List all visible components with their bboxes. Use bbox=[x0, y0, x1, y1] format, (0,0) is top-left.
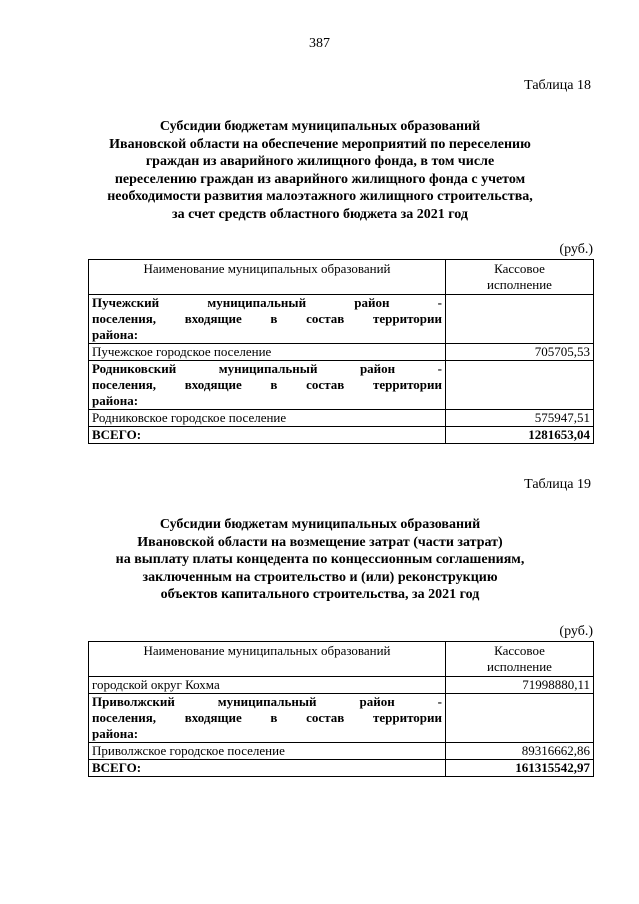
caption-line: заключенным на строительство и (или) реконструкцию bbox=[142, 569, 498, 585]
group-line: поселения, входящие в состав территории bbox=[92, 311, 442, 326]
value-cell bbox=[446, 694, 594, 743]
group-line: района: bbox=[92, 327, 139, 342]
caption-line: Субсидии бюджетам муниципальных образований bbox=[159, 119, 481, 134]
name-cell: Родниковское городское поселение bbox=[89, 410, 446, 427]
table-row bbox=[89, 410, 594, 427]
header-value-line2: исполнение bbox=[487, 659, 552, 674]
group-cell bbox=[89, 295, 446, 344]
caption-line: объектов капитального строительства, за 2021 год bbox=[160, 587, 480, 602]
table-row bbox=[89, 677, 594, 694]
header-value-line1: Кассовое bbox=[494, 643, 545, 658]
value-cell: 705705,53 bbox=[446, 344, 594, 361]
table-row bbox=[89, 361, 594, 410]
value-cell: 575947,51 bbox=[446, 410, 594, 427]
group-cell bbox=[89, 694, 446, 743]
table-18-unit: (руб.) bbox=[559, 242, 593, 257]
group-line: Родниковский муниципальный район - bbox=[92, 361, 442, 376]
caption-line: Ивановской области на обеспечение мероприятий по переселению bbox=[109, 136, 531, 152]
table-row bbox=[89, 295, 594, 344]
header-name: Наименование муниципальных образований bbox=[89, 642, 446, 677]
header-value bbox=[446, 642, 594, 677]
total-value: 1281653,04 bbox=[446, 427, 594, 444]
value-cell bbox=[446, 295, 594, 344]
table-header-row bbox=[89, 642, 594, 677]
name-cell: Приволжское городское поселение bbox=[89, 743, 446, 760]
header-name: Наименование муниципальных образований bbox=[89, 260, 446, 295]
name-cell: городской округ Кохма bbox=[89, 677, 446, 694]
group-line: поселения, входящие в состав территории bbox=[92, 377, 442, 392]
table-row bbox=[89, 344, 594, 361]
group-line: района: bbox=[92, 393, 139, 408]
table-row bbox=[89, 743, 594, 760]
caption-line: Ивановской области на возмещение затрат (части затрат) bbox=[137, 534, 503, 550]
name-cell: Пучежское городское поселение bbox=[89, 344, 446, 361]
total-value: 161315542,97 bbox=[446, 760, 594, 777]
caption-line: за счет средств областного бюджета за 2021 год bbox=[171, 206, 468, 222]
total-row bbox=[89, 427, 594, 444]
header-value-line2: исполнение bbox=[487, 277, 552, 292]
group-cell bbox=[89, 361, 446, 410]
total-label: ВСЕГО: bbox=[89, 760, 446, 777]
table-19-caption bbox=[80, 516, 560, 604]
caption-line: переселению граждан из аварийного жилищного фонда с учетом bbox=[114, 171, 526, 187]
header-value bbox=[446, 260, 594, 295]
group-line: района: bbox=[92, 726, 139, 741]
table-18-caption bbox=[80, 118, 560, 223]
table-row bbox=[89, 694, 594, 743]
page-number: 387 bbox=[309, 36, 330, 51]
table-header-row bbox=[89, 260, 594, 295]
table-18-label: Таблица 18 bbox=[524, 78, 591, 93]
total-row bbox=[89, 760, 594, 777]
value-cell: 71998880,11 bbox=[446, 677, 594, 694]
value-cell bbox=[446, 361, 594, 410]
table-19 bbox=[88, 641, 594, 777]
header-value-line1: Кассовое bbox=[494, 261, 545, 276]
group-line: Пучежский муниципальный район - bbox=[92, 295, 442, 310]
group-line: поселения, входящие в состав территории bbox=[92, 710, 442, 725]
table-19-unit: (руб.) bbox=[559, 624, 593, 639]
table-18 bbox=[88, 259, 594, 444]
total-label: ВСЕГО: bbox=[89, 427, 446, 444]
caption-line: граждан из аварийного жилищного фонда, в том числе bbox=[145, 154, 495, 169]
table-19-label: Таблица 19 bbox=[524, 477, 591, 492]
caption-line: необходимости развития малоэтажного жилищного строительства, bbox=[107, 189, 533, 204]
group-line: Приволжский муниципальный район - bbox=[92, 694, 442, 709]
caption-line: на выплату платы концедента по концессионным соглашениям, bbox=[115, 552, 525, 567]
caption-line: Субсидии бюджетам муниципальных образований bbox=[159, 517, 481, 532]
value-cell: 89316662,86 bbox=[446, 743, 594, 760]
